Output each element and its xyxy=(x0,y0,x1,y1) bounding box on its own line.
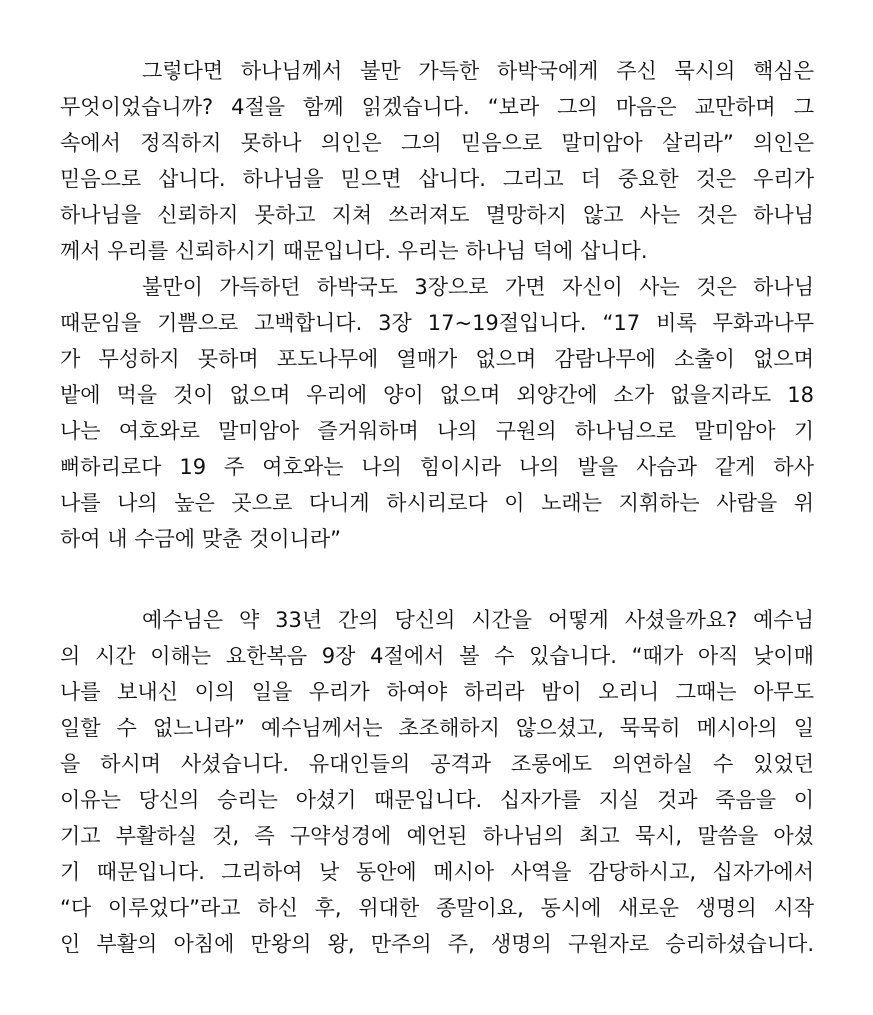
paragraph-1-line-3: 속에서 정직하지 못하나 의인은 그의 믿음으로 말미암아 살리라” 의인은 xyxy=(60,131,814,155)
paragraph-2-line-5: 나는 여호와로 말미암아 즐거워하며 나의 구원의 하나님으로 말미암아 기 xyxy=(60,419,814,443)
paragraph-3-line-1: 예수님은 약 33년 간의 당신의 시간을 어떻게 사셨을까요? 예수님 xyxy=(142,608,814,632)
paragraph-1-line-1: 그렇다면 하나님께서 불만 가득한 하박국에게 주신 묵시의 핵심은 xyxy=(142,59,814,83)
paragraph-3-line-7: 기고 부활하실 것, 즉 구약성경에 예언된 하나님의 최고 묵시, 말씀을 아셨 xyxy=(60,824,814,848)
paragraph-3-line-10: 인 부활의 아침에 만왕의 왕, 만주의 주, 생명의 구원자로 승리하셨습니다. xyxy=(60,932,814,956)
paragraph-2-line-7: 나를 나의 높은 곳으로 다니게 하시리로다 이 노래는 지휘하는 사람을 위 xyxy=(60,491,814,515)
paragraph-2-line-8: 하여 내 수금에 맞춘 것이니라” xyxy=(60,527,342,551)
paragraph-2-line-3: 가 무성하지 못하며 포도나무에 열매가 없으며 감람나무에 소출이 없으며 xyxy=(60,347,814,371)
paragraph-3-line-9: “다 이루었다”라고 하신 후, 위대한 종말이요, 동시에 새로운 생명의 시작 xyxy=(60,896,814,920)
paragraph-1-line-6: 께서 우리를 신뢰하시기 때문입니다. 우리는 하나님 덕에 삽니다. xyxy=(60,239,648,263)
paragraph-1-line-4: 믿음으로 삽니다. 하나님을 믿으면 삽니다. 그리고 더 중요한 것은 우리가 xyxy=(60,167,814,191)
paragraph-2-line-2: 때문임을 기쁨으로 고백합니다. 3장 17~19절입니다. “17 비록 무화과나무 xyxy=(60,311,814,335)
paragraph-2-line-4: 밭에 먹을 것이 없으며 우리에 양이 없으며 외양간에 소가 없을지라도 18 xyxy=(60,383,814,407)
paragraph-3-line-5: 을 하시며 사셨습니다. 유대인들의 공격과 조롱에도 의연하실 수 있었던 xyxy=(60,752,814,776)
paragraph-3-line-8: 기 때문입니다. 그리하여 낮 동안에 메시아 사역을 감당하시고, 십자가에서 xyxy=(60,860,814,884)
paragraph-3-line-6: 이유는 당신의 승리는 아셨기 때문입니다. 십자가를 지실 것과 죽음을 이 xyxy=(60,788,814,812)
paragraph-1-line-2: 무엇이었습니까? 4절을 함께 읽겠습니다. “보라 그의 마음은 교만하며 그 xyxy=(60,95,814,119)
paragraph-3-line-3: 나를 보내신 이의 일을 우리가 하여야 하리라 밤이 오리니 그때는 아무도 xyxy=(60,680,814,704)
paragraph-2-line-6: 뻐하리로다 19 주 여호와는 나의 힘이시라 나의 발을 사슴과 같게 하사 xyxy=(60,455,814,479)
paragraph-1-line-5: 하나님을 신뢰하지 못하고 지쳐 쓰러져도 멸망하지 않고 사는 것은 하나님 xyxy=(60,203,814,227)
paragraph-3-line-4: 일할 수 없느니라” 예수님께서는 초조해하지 않으셨고, 묵묵히 메시아의 일 xyxy=(60,716,814,740)
paragraph-2-line-1: 불만이 가득하던 하박국도 3장으로 가면 자신이 사는 것은 하나님 xyxy=(142,275,814,299)
paragraph-3-line-2: 의 시간 이해는 요한복음 9장 4절에서 볼 수 있습니다. “때가 아직 낮이매 xyxy=(60,644,814,668)
